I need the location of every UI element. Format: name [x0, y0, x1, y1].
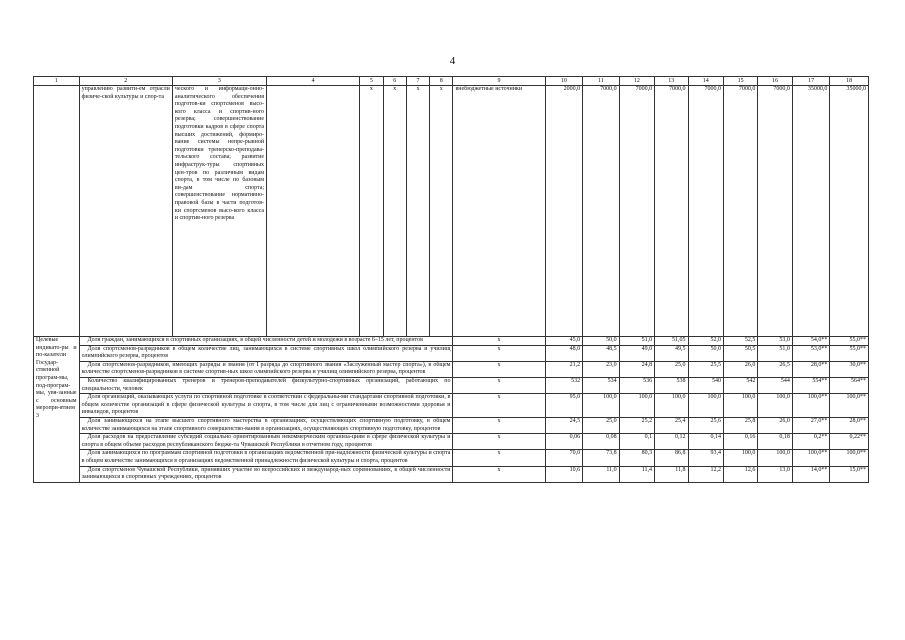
col-header: 5: [360, 77, 383, 86]
indicator-value-cell: 100,0**: [830, 394, 869, 418]
indicator-value-cell: 25,4: [655, 417, 688, 433]
program-responsible-cell: управлению развити-ем отрасли физиче-ской культуры и спор-та: [79, 86, 172, 337]
indicator-text-cell: Доля спортсменов-разрядников в общем количестве лиц, занимающихся в системе спортивных школ олимпийского резерва и училищ олимпийского резерва, процентов: [79, 345, 453, 361]
col-header: 12: [619, 77, 654, 86]
indicator-value-cell: 27,0**: [792, 417, 829, 433]
indicator-value-cell: 49,0: [619, 345, 654, 361]
indicator-value-cell: 100,0**: [792, 394, 829, 418]
indicator-value-cell: 28,0**: [830, 417, 869, 433]
indicator-x-cell: x: [453, 450, 545, 466]
indicator-value-cell: 26,0: [758, 417, 792, 433]
column-number-row: [34, 77, 869, 86]
program-col8-cell: x: [430, 86, 453, 337]
program-col5-cell: x: [360, 86, 383, 337]
col-header: 13: [655, 77, 688, 86]
indicator-value-cell: 100,0: [688, 394, 723, 418]
indicator-value-cell: 100,0: [758, 450, 792, 466]
indicator-row: [34, 361, 869, 377]
indicator-value-cell: 25,5: [688, 361, 723, 377]
indicator-x-cell: x: [453, 337, 545, 346]
indicator-value-cell: 26,5: [758, 361, 792, 377]
indicator-value-cell: 55,0**: [830, 345, 869, 361]
indicator-text-cell: Количество квалифицированных тренеров и тренеров-преподавателей физкультурно-спортивных организаций, работающих по специальности, человек: [79, 377, 453, 393]
indicator-value-cell: 538: [655, 377, 688, 393]
indicator-value-cell: 100,0: [723, 394, 757, 418]
program-value-cell: 7000,0: [583, 86, 619, 337]
indicator-value-cell: 21,2: [545, 361, 582, 377]
col-header: 2: [79, 77, 172, 86]
indicator-value-cell: 11,0: [583, 466, 619, 482]
col-header: 14: [688, 77, 723, 86]
indicator-value-cell: 48,0: [545, 345, 582, 361]
indicator-value-cell: 0,08: [583, 434, 619, 450]
indicator-value-cell: 23,0: [583, 361, 619, 377]
col-header: 3: [172, 77, 266, 86]
col-header: 1: [34, 77, 80, 86]
indicator-value-cell: 0,22**: [830, 434, 869, 450]
col-header: 6: [383, 77, 406, 86]
indicator-value-cell: 70,0: [545, 450, 582, 466]
indicator-text-cell: Доля расходов на предоставление субсидий социально ориентированным некоммерческим организа-циям в сфере физической культуры и спорта в общем объеме расходов республиканского бюдже-та Чувашской Республики в отчетном году, процентов: [79, 434, 453, 450]
indicator-text-cell: Доля спортсменов Чувашской Республики, принявших участие во всероссийских и международ-ных соревнованиях, в общей численности занимающихся в спортивных учреждениях, процентов: [79, 466, 453, 482]
col-header: 17: [792, 77, 829, 86]
indicator-value-cell: 52,0: [688, 337, 723, 346]
indicator-value-cell: 24,5: [545, 417, 582, 433]
col-header: 4: [267, 77, 360, 86]
indicator-value-cell: 554**: [792, 377, 829, 393]
indicator-text-cell: Доля занимающихся по программам спортивной подготовки в организациях ведомственной при-надлежности физической культуры и спорта в общем количестве занимающихся в организациях ведомственной принадлежности физической культуры и спорта, процентов: [79, 450, 453, 466]
program-value-cell: 2000,0: [545, 86, 582, 337]
indicator-value-cell: 536: [619, 377, 654, 393]
indicator-row: [34, 466, 869, 482]
indicator-value-cell: 53,0: [758, 337, 792, 346]
indicator-value-cell: 14,0**: [792, 466, 829, 482]
indicator-value-cell: 25,6: [688, 417, 723, 433]
indicator-row: [34, 434, 869, 450]
col-header: 10: [545, 77, 582, 86]
indicator-text-cell: Доля граждан, занимающихся в спортивных организациях, в общей численности детей и молодежи в возрасте 6–15 лет, процентов: [79, 337, 453, 346]
indicator-row: [34, 450, 869, 466]
indicator-value-cell: 12,2: [688, 466, 723, 482]
indicator-value-cell: 51,0: [619, 337, 654, 346]
indicator-x-cell: x: [453, 345, 545, 361]
indicators-label-cell: Целевые индикато-ры и по-казатели Государ-ственной програм-мы, под-програм-мы, увя-занные с основным меропри-ятием 3: [34, 337, 80, 483]
indicator-value-cell: 25,2: [619, 417, 654, 433]
indicator-value-cell: 0,06: [545, 434, 582, 450]
col-header: 11: [583, 77, 619, 86]
indicator-value-cell: 100,0: [583, 394, 619, 418]
indicator-value-cell: 25,0: [583, 417, 619, 433]
indicator-value-cell: 100,0: [758, 394, 792, 418]
indicator-row: [34, 345, 869, 361]
indicator-value-cell: 25,0: [655, 361, 688, 377]
indicator-row: [34, 394, 869, 418]
program-tasks-cell: ческого и информаци-онно-аналитического обеспечения подготов-ки спортсменов высо-кого класса и спортив-ного резерва; совершенствование подготовки кадров в сфере спорта высших достижений, формиро-вание системы непре-рывной подготовки тренерско-преподава-тельского состава; развитие инфраструк-туры спортивных цен-тров по различным видам спорта, в том числе по базовым ви-дам спорта; совершенствование нормативно-правовой базы в части подготов-ки спортсменов высо-кого класса и спортив-ного резерва: [172, 86, 266, 337]
indicator-value-cell: 48,5: [583, 345, 619, 361]
indicator-value-cell: 24,8: [619, 361, 654, 377]
indicator-x-cell: x: [453, 394, 545, 418]
indicator-value-cell: 80,3: [619, 450, 654, 466]
col-header: 7: [406, 77, 429, 86]
indicator-value-cell: 534: [583, 377, 619, 393]
program-value-cell: 7000,0: [619, 86, 654, 337]
indicator-value-cell: 28,0**: [792, 361, 829, 377]
col-header: 8: [430, 77, 453, 86]
indicator-x-cell: x: [453, 361, 545, 377]
indicator-value-cell: 0,14: [688, 434, 723, 450]
indicator-value-cell: 50,5: [723, 345, 757, 361]
indicator-value-cell: 532: [545, 377, 582, 393]
indicator-value-cell: 73,8: [583, 450, 619, 466]
indicator-value-cell: 11,4: [619, 466, 654, 482]
col-header: 15: [723, 77, 757, 86]
indicator-value-cell: 13,0: [758, 466, 792, 482]
indicator-value-cell: 564**: [830, 377, 869, 393]
indicator-value-cell: 45,0: [545, 337, 582, 346]
program-row: [34, 86, 869, 337]
indicator-x-cell: x: [453, 434, 545, 450]
program-value-cell: 7000,0: [688, 86, 723, 337]
indicator-value-cell: 15,0**: [830, 466, 869, 482]
indicator-value-cell: 50,0: [688, 345, 723, 361]
indicator-row: [34, 377, 869, 393]
indicator-text-cell: Доля организаций, оказывающих услуги по спортивной подготовке в соответствии с федеральны-ми стандартами спортивной подготовки, в общем количестве организаций в сфере физической культуры и спорта, в том числе для лиц с ограниченными возможностями здоровья и инвалидов, процентов: [79, 394, 453, 418]
program-value-cell: 7000,0: [723, 86, 757, 337]
indicator-value-cell: 93,4: [688, 450, 723, 466]
indicator-value-cell: 26,0: [723, 361, 757, 377]
indicator-value-cell: 100,0: [619, 394, 654, 418]
indicator-value-cell: 100,0**: [792, 450, 829, 466]
indicator-value-cell: 54,0**: [792, 337, 829, 346]
col-header: 9: [453, 77, 545, 86]
indicator-value-cell: 542: [723, 377, 757, 393]
indicator-value-cell: 51,0: [758, 345, 792, 361]
indicator-value-cell: 30,0**: [830, 361, 869, 377]
indicator-value-cell: 100,0**: [830, 450, 869, 466]
indicator-value-cell: 544: [758, 377, 792, 393]
indicator-value-cell: 12,6: [723, 466, 757, 482]
indicator-row: [34, 337, 869, 346]
indicator-value-cell: 95,0: [545, 394, 582, 418]
program-value-cell: 7000,0: [758, 86, 792, 337]
indicator-text-cell: Доля занимающихся на этапе высшего спортивного мастерства в организациях, осуществляющих спортивную подготовку, в общем количестве занимающихся на этапе спортивного совершенство-вания в организациях, осуществляющих спортивную подготовку, процентов: [79, 417, 453, 433]
indicator-value-cell: 0,12: [655, 434, 688, 450]
indicator-value-cell: 10,6: [545, 466, 582, 482]
indicator-value-cell: 52,5: [723, 337, 757, 346]
indicator-value-cell: 53,0**: [792, 345, 829, 361]
funding-source-cell: внебюджетные источники: [453, 86, 545, 337]
col-header: 18: [830, 77, 869, 86]
indicator-value-cell: 55,0**: [830, 337, 869, 346]
indicator-value-cell: 0,1: [619, 434, 654, 450]
indicator-value-cell: 0,18: [758, 434, 792, 450]
program-row-col1: [34, 86, 80, 337]
program-value-cell: 7000,0: [655, 86, 688, 337]
indicator-value-cell: 50,0: [583, 337, 619, 346]
indicator-value-cell: 25,8: [723, 417, 757, 433]
indicator-row: [34, 417, 869, 433]
indicator-x-cell: x: [453, 417, 545, 433]
program-col7-cell: x: [406, 86, 429, 337]
indicator-value-cell: 540: [688, 377, 723, 393]
indicator-x-cell: x: [453, 466, 545, 482]
indicator-value-cell: 49,5: [655, 345, 688, 361]
indicator-x-cell: x: [453, 377, 545, 393]
col-header: 16: [758, 77, 792, 86]
indicator-value-cell: 86,8: [655, 450, 688, 466]
program-col4-cell: [267, 86, 360, 337]
page-number: 4: [449, 55, 456, 67]
indicator-value-cell: 0,2**: [792, 434, 829, 450]
indicator-value-cell: 100,0: [723, 450, 757, 466]
indicator-value-cell: 51,05: [655, 337, 688, 346]
program-value-cell: 35000,0: [792, 86, 829, 337]
indicator-value-cell: 0,16: [723, 434, 757, 450]
program-value-cell: 35000,0: [830, 86, 869, 337]
indicator-value-cell: 100,0: [655, 394, 688, 418]
program-table: [33, 76, 869, 483]
indicator-value-cell: 11,8: [655, 466, 688, 482]
indicator-text-cell: Доля спортсменов-разрядников, имеющих разряды и звания (от I разряда до спортивного звания «Заслуженный мастер спорта»), в общем количестве спортсменов-разрядников в системе спортив-ных школ олимпийского резерва и училищ олимпийского резерва, процентов: [79, 361, 453, 377]
program-col6-cell: x: [383, 86, 406, 337]
